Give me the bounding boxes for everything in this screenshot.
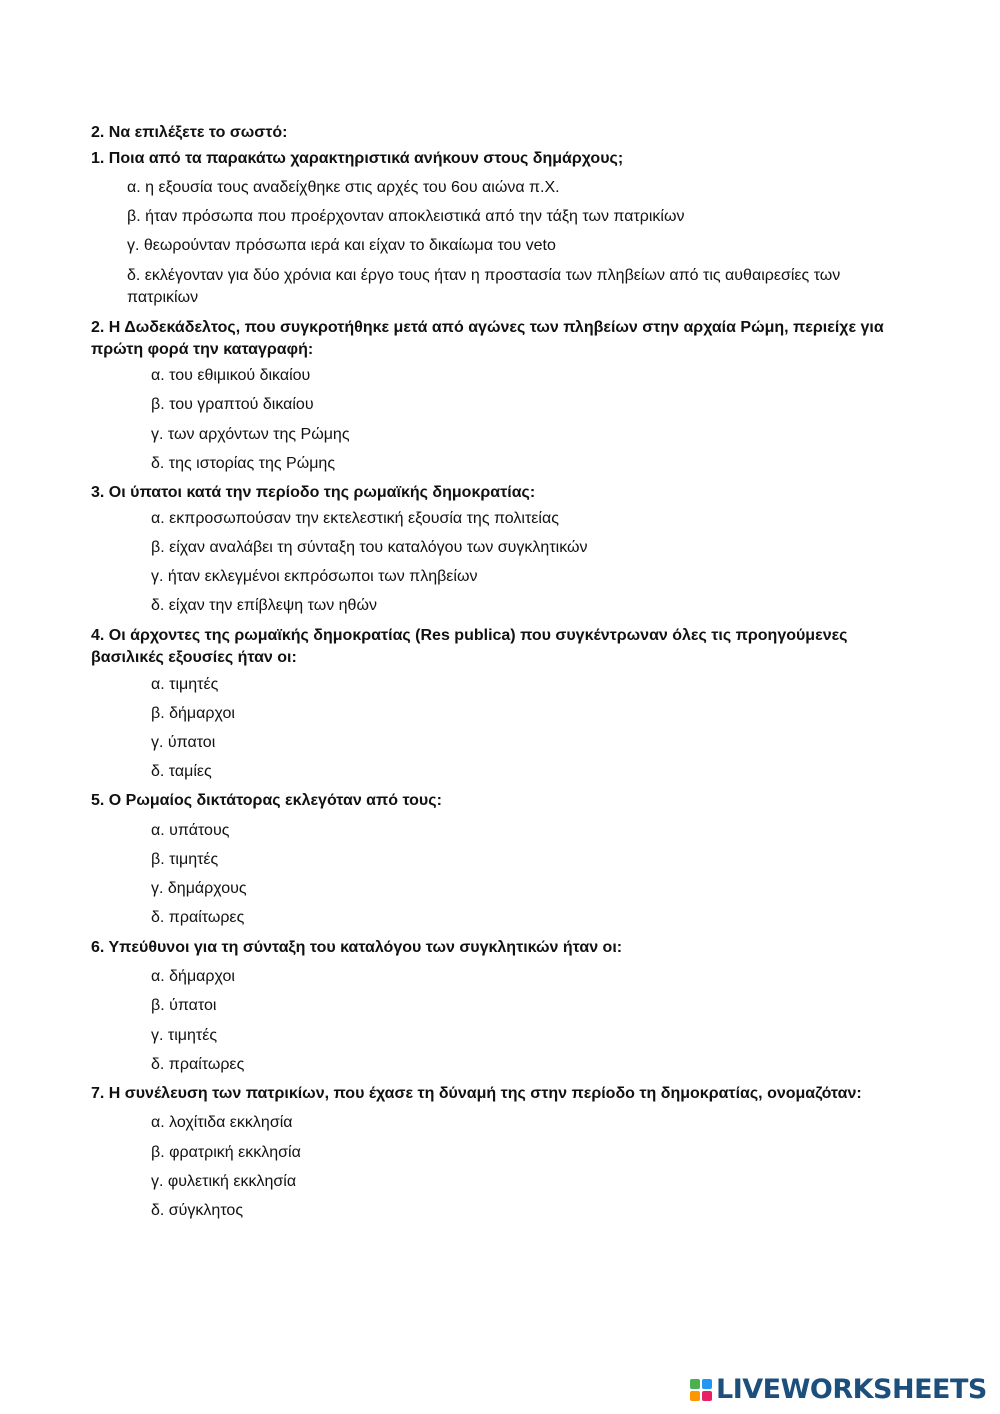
question-4-option-b: β. δήμαρχοι: [151, 705, 235, 722]
question-2: 2. Η Δωδεκάδελτος, που συγκροτήθηκε μετά από αγώνες των πληβείων στην αρχαία Ρώμη, περιείχε για πρώτη φορά την καταγραφή:: [91, 319, 884, 358]
question-7-option-d: δ. σύγκλητος: [151, 1202, 244, 1219]
question-3-option-a: α. εκπροσωπούσαν την εκτελεστική εξουσία της πολιτείας: [151, 510, 559, 527]
question-7-option-c: γ. φυλετική εκκλησία: [151, 1173, 297, 1190]
question-5-option-b: β. τιμητές: [151, 851, 219, 868]
question-1-option-c: γ. θεωρούνταν πρόσωπα ιερά και είχαν το δικαίωμα του veto: [127, 237, 556, 254]
question-2-option-d: δ. της ιστορίας της Ρώμης: [151, 455, 336, 472]
liveworksheets-logo-icon: [690, 1379, 712, 1401]
question-3-option-d: δ. είχαν την επίβλεψη των ηθών: [151, 597, 377, 614]
liveworksheets-brand: [690, 1373, 987, 1407]
question-6-option-a: α. δήμαρχοι: [151, 968, 235, 985]
question-7-option-a: α. λοχίτιδα εκκλησία: [151, 1114, 293, 1131]
question-6-option-c: γ. τιμητές: [151, 1027, 218, 1044]
question-2-option-a: α. του εθιμικού δικαίου: [151, 367, 311, 384]
question-3-option-c: γ. ήταν εκλεγμένοι εκπρόσωποι των πληβείων: [151, 568, 478, 585]
question-4-option-d: δ. ταμίες: [151, 763, 212, 780]
question-5-option-c: γ. δημάρχους: [151, 880, 247, 897]
question-7: 7. Η συνέλευση των πατρικίων, που έχασε τη δύναμή της στην περίοδο τη δημοκρατίας, ονομαζόταν:: [91, 1085, 862, 1102]
question-2-option-c: γ. των αρχόντων της Ρώμης: [151, 426, 350, 443]
question-4-option-c: γ. ύπατοι: [151, 734, 216, 751]
question-6: 6. Υπεύθυνοι για τη σύνταξη του καταλόγου των συγκλητικών ήταν οι:: [91, 939, 623, 956]
section-heading: 2. Να επιλέξετε το σωστό:: [91, 124, 288, 141]
question-6-option-b: β. ύπατοι: [151, 997, 217, 1014]
question-2-option-b: β. του γραπτού δικαίου: [151, 396, 314, 413]
brand-name: LIVEWORKSHEETS: [716, 1374, 987, 1405]
question-4-option-a: α. τιμητές: [151, 676, 219, 693]
question-7-option-b: β. φρατρική εκκλησία: [151, 1144, 301, 1161]
question-1-option-d: δ. εκλέγονταν για δύο χρόνια και έργο τους ήταν η προστασία των πληβείων από τις αυθαιρεσίες των πατρικίων: [127, 267, 841, 306]
question-1-option-b: β. ήταν πρόσωπα που προέρχονταν αποκλειστικά από την τάξη των πατρικίων: [127, 208, 685, 225]
question-1-option-a: α. η εξουσία τους αναδείχθηκε στις αρχές του 6ου αιώνα π.Χ.: [127, 179, 560, 196]
question-1: 1. Ποια από τα παρακάτω χαρακτηριστικά ανήκουν στους δημάρχους;: [91, 150, 624, 167]
question-3-option-b: β. είχαν αναλάβει τη σύνταξη του καταλόγου των συγκλητικών: [151, 539, 588, 556]
question-5-option-d: δ. πραίτωρες: [151, 909, 245, 926]
question-5-option-a: α. υπάτους: [151, 822, 230, 839]
question-3: 3. Οι ύπατοι κατά την περίοδο της ρωμαϊκής δημοκρατίας:: [91, 484, 536, 501]
question-4: 4. Οι άρχοντες της ρωμαϊκής δημοκρατίας (Res publica) που συγκέντρωναν όλες τις προηγούμενες βασιλικές εξουσίες ήταν οι:: [91, 627, 848, 666]
question-5: 5. Ο Ρωμαίος δικτάτορας εκλεγόταν από τους:: [91, 792, 442, 809]
question-6-option-d: δ. πραίτωρες: [151, 1056, 245, 1073]
